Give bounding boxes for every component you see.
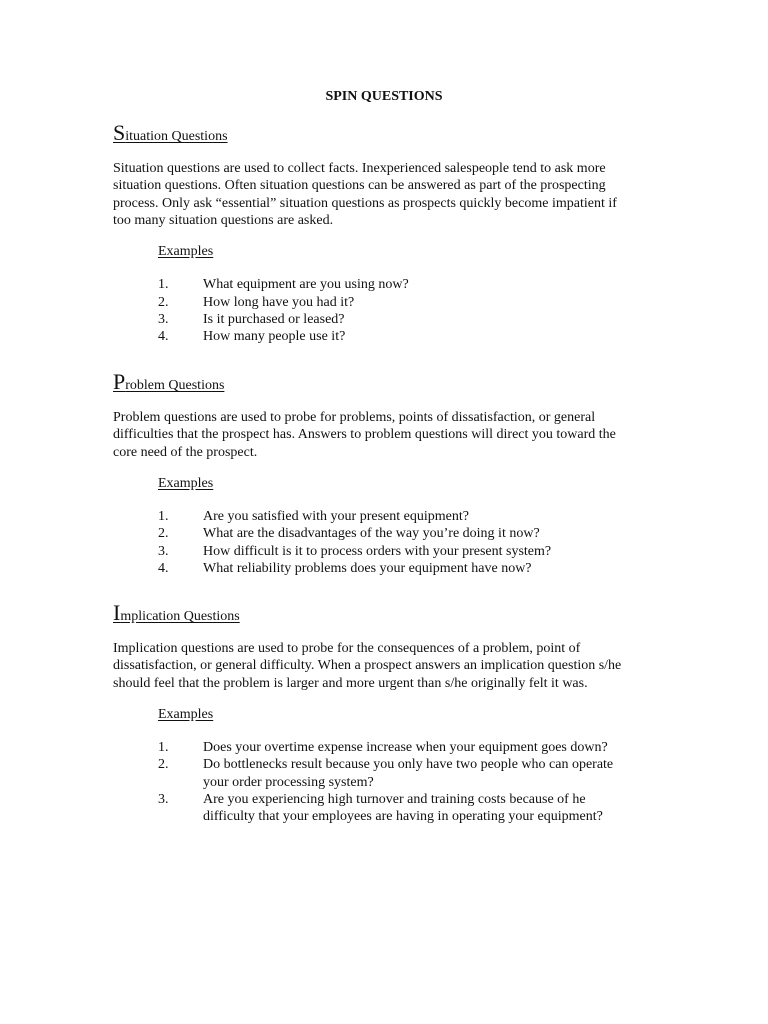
list-text: Are you satisfied with your present equipment? — [203, 509, 469, 525]
list-number: 4. — [158, 561, 169, 577]
examples-label-text: Examples — [158, 244, 214, 260]
list-number: 1. — [158, 277, 169, 293]
section-heading — [113, 369, 633, 395]
list-number: 2. — [158, 294, 169, 310]
list-text: What are the disadvantages of the way you’re doing it now? — [203, 526, 540, 542]
list-text: What reliability problems does your equipment have now? — [203, 561, 532, 577]
heading-rest: mplication Questions — [120, 609, 240, 624]
list-number: 2. — [158, 757, 169, 773]
section-situation — [113, 120, 633, 346]
list-text: How long have you had it? — [203, 294, 355, 310]
heading-initial: I — [113, 600, 121, 625]
section-heading-text — [113, 600, 240, 625]
section-heading-text — [113, 120, 228, 145]
question-list — [113, 508, 633, 577]
list-text: Does your overtime expense increase when your equipment goes down? — [203, 740, 608, 756]
examples-label — [158, 475, 633, 492]
list-text: How difficult is it to process orders with your present system? — [203, 543, 552, 559]
heading-initial: P — [113, 369, 126, 394]
page-title: SPIN QUESTIONS — [325, 89, 443, 104]
list-number: 2. — [158, 526, 169, 542]
section-paragraph: Situation questions are used to collect facts. Inexperienced salespeople tend to ask more situation questions. Often situation questions can be answered as part of the prospecting process. Only ask “essential” situation questions as prospects quickly become impatient if too many situation questions are asked. — [113, 161, 617, 228]
section-problem — [113, 369, 633, 577]
section-heading-text — [113, 369, 225, 394]
list-text: Do bottlenecks result because you only have two people who can operate your order processing system? — [203, 757, 614, 790]
examples-label — [158, 706, 633, 723]
heading-rest: roblem Questions — [125, 378, 225, 393]
list-text: Is it purchased or leased? — [203, 312, 345, 328]
heading-rest: ituation Questions — [125, 129, 228, 144]
section-paragraph: Implication questions are used to probe for the consequences of a problem, point of dissatisfaction, or general difficulty. When a prospect answers an implication question s/he should feel that the problem is larger and more urgent than s/he originally felt it was. — [113, 641, 622, 691]
list-item — [113, 328, 633, 345]
list-item — [113, 791, 633, 826]
list-number: 1. — [158, 740, 169, 756]
section-implication — [113, 600, 633, 826]
list-item — [113, 294, 633, 311]
list-number: 4. — [158, 329, 169, 345]
list-text: Are you experiencing high turnover and training costs because of he difficulty that your employees are having in operating your equipment? — [203, 792, 603, 825]
list-item — [113, 756, 633, 791]
list-item — [113, 508, 633, 525]
list-item — [113, 311, 633, 328]
examples-label-text: Examples — [158, 475, 214, 491]
list-number: 3. — [158, 792, 169, 808]
list-number: 1. — [158, 509, 169, 525]
list-item — [113, 276, 633, 293]
list-text: What equipment are you using now? — [203, 277, 409, 293]
list-item — [113, 525, 633, 542]
heading-initial: S — [113, 120, 126, 145]
list-number: 3. — [158, 543, 169, 559]
examples-label-text: Examples — [158, 706, 214, 722]
question-list — [113, 276, 633, 345]
list-item — [113, 543, 633, 560]
list-text: How many people use it? — [203, 329, 346, 345]
section-heading — [113, 600, 633, 626]
section-paragraph: Problem questions are used to probe for problems, points of dissatisfaction, or general difficulties that the prospect has. Answers to problem questions will direct you toward the core need of the prospect. — [113, 410, 616, 460]
section-heading — [113, 120, 633, 146]
examples-label — [158, 243, 633, 260]
question-list — [113, 739, 633, 825]
list-number: 3. — [158, 312, 169, 328]
list-item — [113, 739, 633, 756]
list-item — [113, 560, 633, 577]
